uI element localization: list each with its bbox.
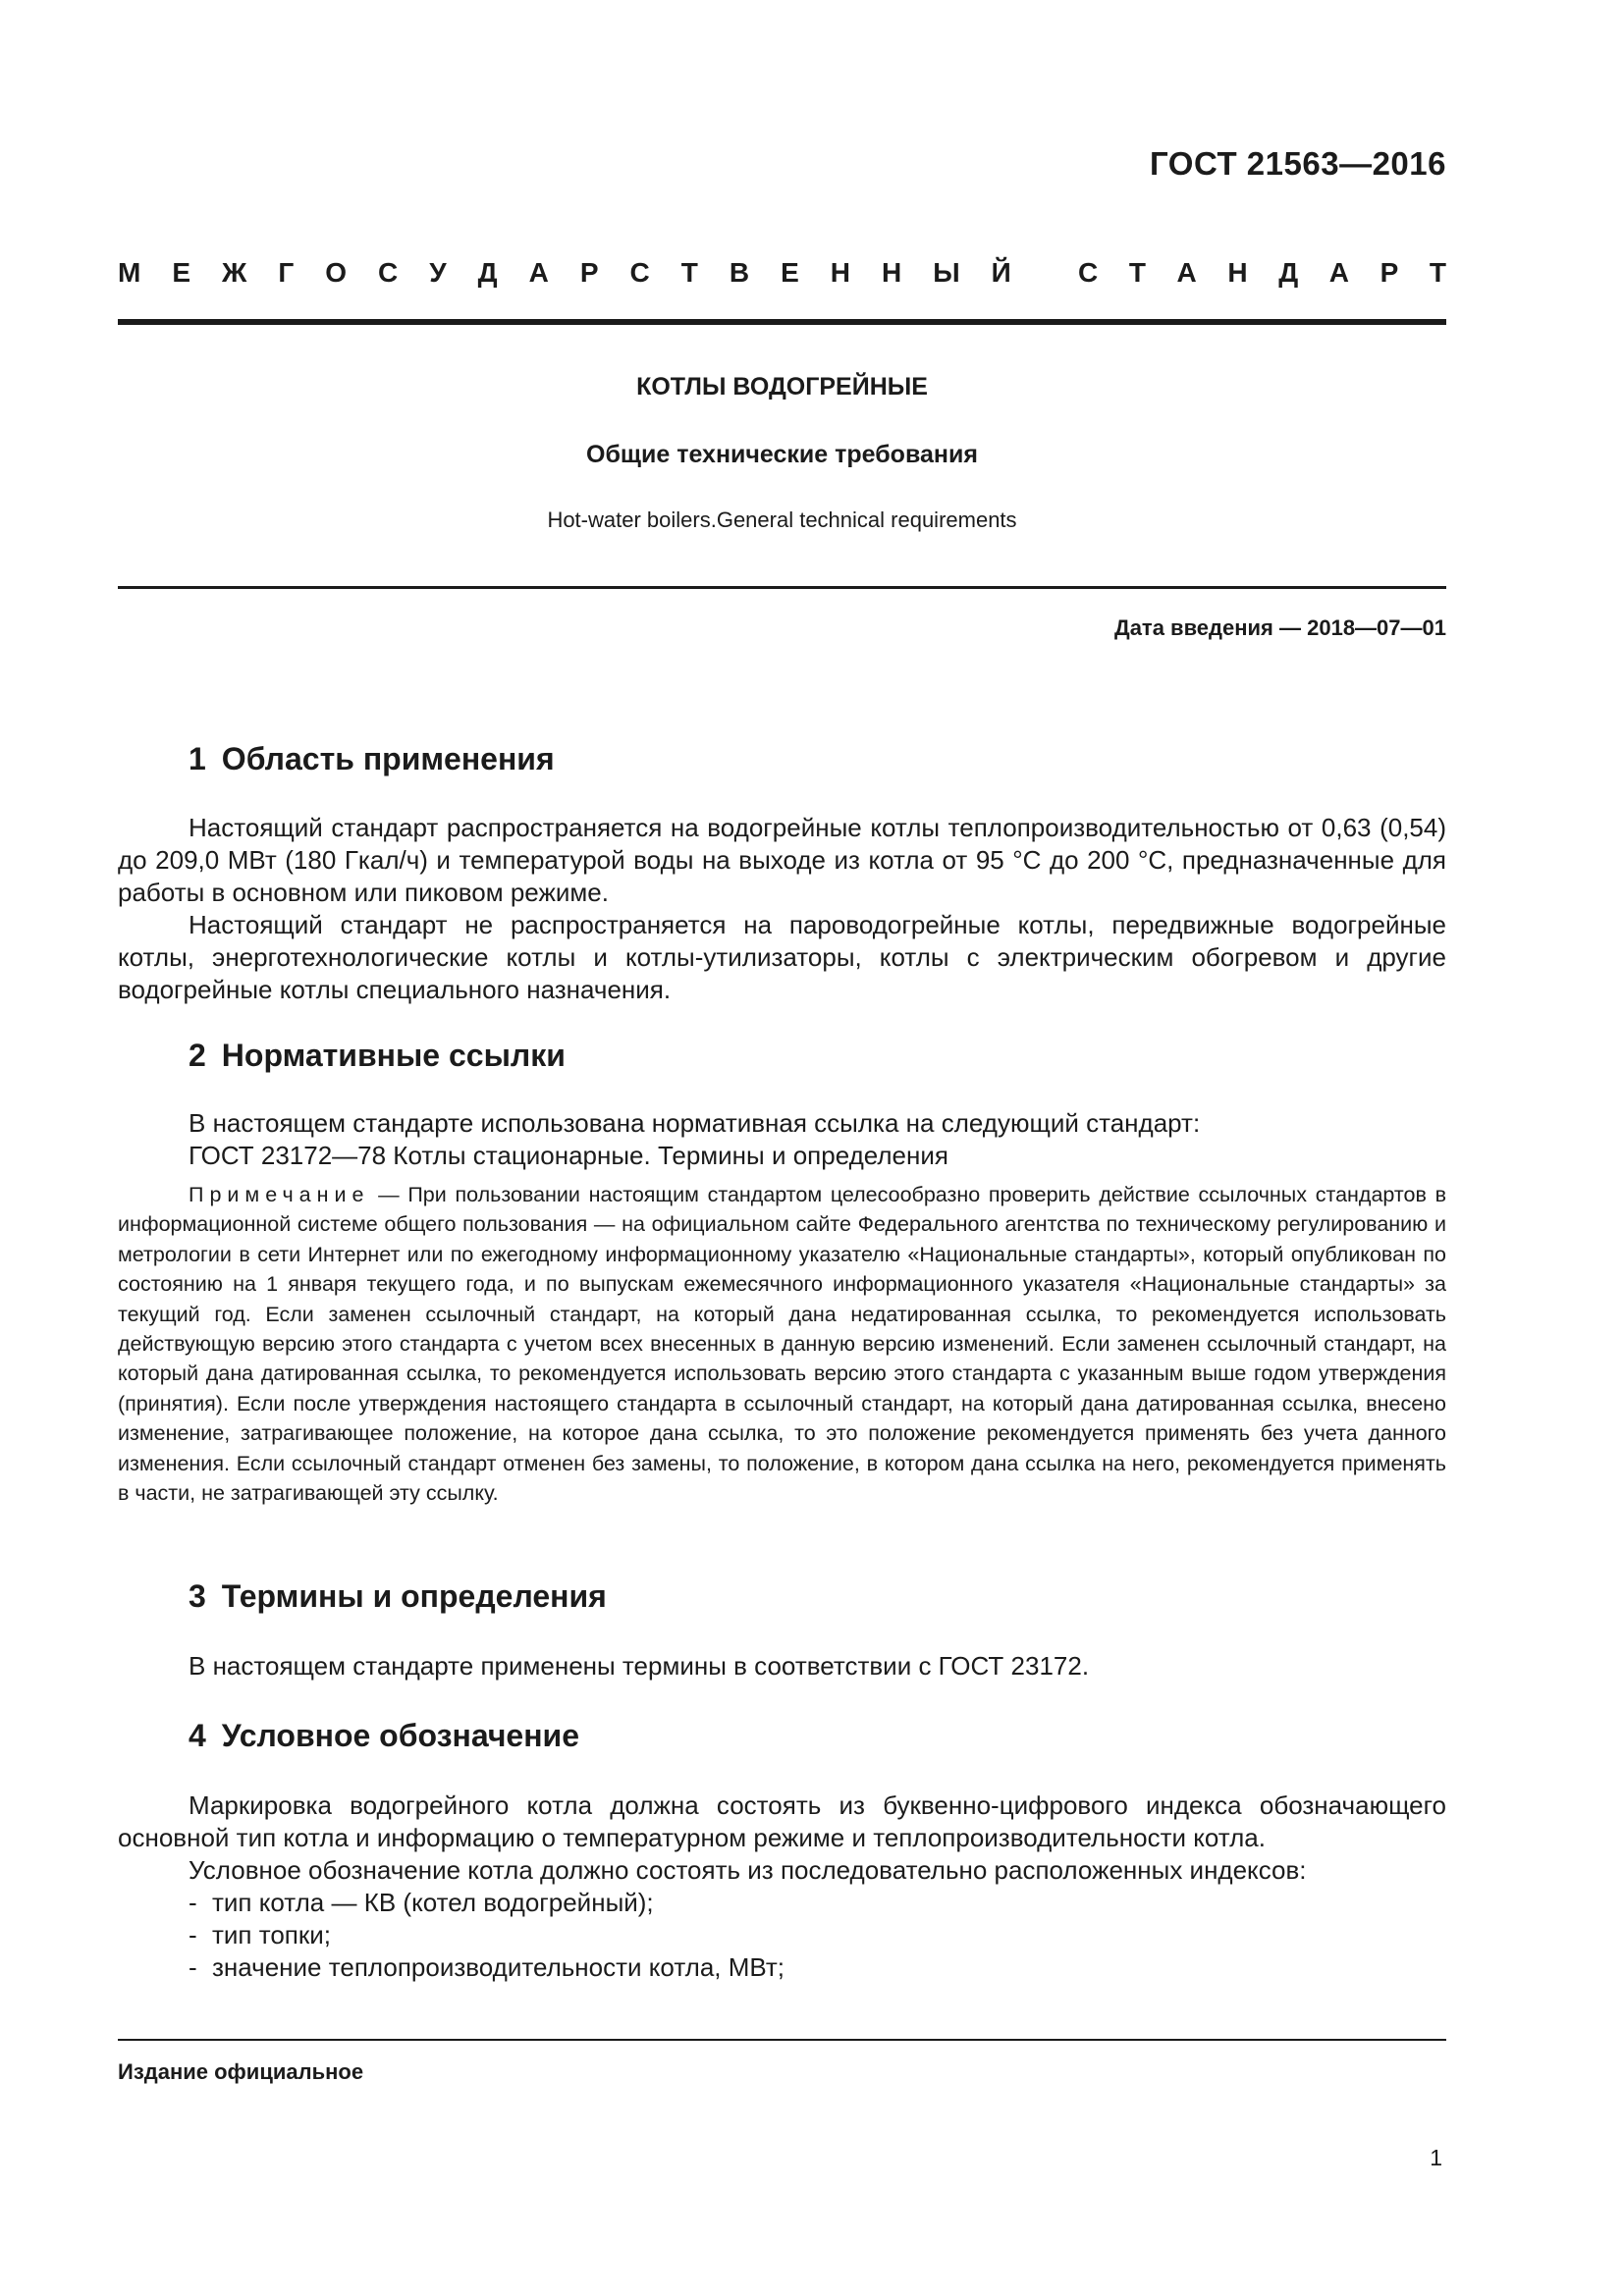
banner-letter: А	[1328, 257, 1349, 288]
note-text: — При пользовании настоящим стандартом целесообразно проверить действие ссылочных стандартов в информационной системе общего пользования — на официальном сайте Федерального агентства по техническому регулированию и метрологии в сети Интернет или по ежегодному информационному указателю «Национальные стандарты», который опубликован по состоянию на 1 января текущего года, и по выпускам ежемесячного информационного указателя «Национальные стандарты» за текущий год. Если заменен ссылочный стандарт, на который дана недатированная ссылка, то рекомендуется использовать действующую версию этого стандарта с учетом всех внесенных в данную версию изменений. Если заменен ссылочный стандарт, на который дана датированная ссылка, то рекомендуется использовать версию этого стандарта с указанным выше годом утверждения (принятия). Если после утверждения настоящего стандарта в ссылочный стандарт, на который дана датированная ссылка, внесено изменение, затрагивающее положение, на которое дана ссылка, то это положение рекомендуется применять без учета данного изменения. Если ссылочный стандарт отменен без замены, то положение, в котором дана ссылка на него, рекомендуется применять в части, не затрагивающей эту ссылку.	[118, 1183, 1446, 1506]
document-number: ГОСТ 21563—2016	[1150, 145, 1446, 182]
banner-letter: А	[528, 257, 549, 288]
footer-divider	[118, 2039, 1446, 2041]
list-bullet: -	[189, 1888, 197, 1917]
page-number: 1	[1430, 2145, 1442, 2170]
section-paragraph: В настоящем стандарте применены термины в соответствии с ГОСТ 23172.	[189, 1651, 1090, 1681]
banner-letter: Н	[1227, 257, 1248, 288]
banner-letter: Д	[477, 257, 498, 288]
section-number: 1	[189, 741, 206, 776]
list-item-text: тип котла — КВ (котел водогрейный);	[212, 1888, 654, 1917]
banner-word-standard	[1078, 257, 1446, 289]
note-block	[118, 1180, 1446, 1508]
section-title: Нормативные ссылки	[221, 1038, 566, 1073]
section-heading	[189, 1038, 566, 1074]
banner-letter: Ж	[222, 257, 247, 288]
banner-letter: Ы	[933, 257, 960, 288]
section-heading	[189, 1578, 607, 1615]
banner-letter: Й	[991, 257, 1011, 288]
banner-letter: Т	[680, 257, 698, 288]
section-title: Область применения	[221, 741, 555, 776]
list-item	[189, 1887, 654, 1919]
list-bullet: -	[189, 1920, 197, 1949]
banner-letter: Т	[1429, 257, 1446, 288]
reference-item: ГОСТ 23172—78 Котлы стационарные. Термины и определения	[189, 1141, 948, 1170]
banner-letter: Д	[1278, 257, 1299, 288]
banner-letter: М	[118, 257, 141, 288]
banner-letter: У	[429, 257, 447, 288]
banner-letter: Г	[278, 257, 295, 288]
banner-letter: С	[1078, 257, 1099, 288]
banner-letter: С	[377, 257, 399, 288]
list-item-text: значение теплопроизводительности котла, МВт;	[212, 1952, 785, 1982]
banner-word-interstate	[118, 257, 1011, 289]
note-label: Примечание	[189, 1183, 370, 1206]
list-item-text: тип топки;	[212, 1920, 332, 1949]
english-title: Hot-water boilers.General technical requirements	[547, 507, 1017, 532]
header-divider	[118, 319, 1446, 325]
introduction-date: Дата введения — 2018—07—01	[1114, 615, 1446, 640]
list-bullet: -	[189, 1952, 197, 1982]
section-paragraph: Маркировка водогрейного котла должна состоять из буквенно-цифрового индекса обозначающего основной тип котла и информацию о температурном режиме и теплопроизводительности котла.	[118, 1790, 1446, 1852]
list-item	[189, 1919, 331, 1951]
section-number: 4	[189, 1718, 206, 1753]
banner-letter: А	[1176, 257, 1197, 288]
list-intro: Условное обозначение котла должно состоять из последовательно расположенных индексов:	[189, 1855, 1307, 1885]
section-heading	[189, 741, 555, 777]
official-edition-label: Издание официальное	[118, 2059, 364, 2084]
banner-letter: Е	[172, 257, 191, 288]
interstate-standard-banner	[118, 257, 1446, 289]
banner-letter: Р	[579, 257, 599, 288]
section-paragraph: Настоящий стандарт не распространяется на пароводогрейные котлы, передвижные водогрейные котлы, энерготехнологические котлы и котлы-утилизаторы, котлы с электрическим обогревом и другие водогрейные котлы специального назначения.	[118, 910, 1446, 1004]
banner-letter: Н	[830, 257, 851, 288]
section-paragraph: Настоящий стандарт распространяется на водогрейные котлы теплопроизводительностью от 0,63 (0,54) до 209,0 МВт (180 Гкал/ч) и температурой воды на выходе из котла от 95 °С до 200 °С, предназначенные для работы в основном или пиковом режиме.	[118, 813, 1446, 907]
banner-letter: С	[629, 257, 650, 288]
list-item	[189, 1951, 784, 1984]
section-title: Условное обозначение	[221, 1718, 580, 1753]
section-number: 2	[189, 1038, 206, 1073]
section-number: 3	[189, 1578, 206, 1614]
section-heading	[189, 1718, 579, 1754]
reference-intro: В настоящем стандарте использована нормативная ссылка на следующий стандарт:	[189, 1108, 1201, 1138]
document-title: КОТЛЫ ВОДОГРЕЙНЫЕ	[636, 373, 928, 400]
banner-letter: О	[325, 257, 347, 288]
section-title: Термины и определения	[221, 1578, 607, 1614]
banner-letter: Т	[1128, 257, 1146, 288]
title-divider	[118, 586, 1446, 589]
banner-letter: Н	[882, 257, 902, 288]
document-subtitle: Общие технические требования	[586, 441, 978, 468]
banner-letter: Р	[1380, 257, 1399, 288]
banner-letter: Е	[781, 257, 799, 288]
banner-letter: В	[729, 257, 750, 288]
